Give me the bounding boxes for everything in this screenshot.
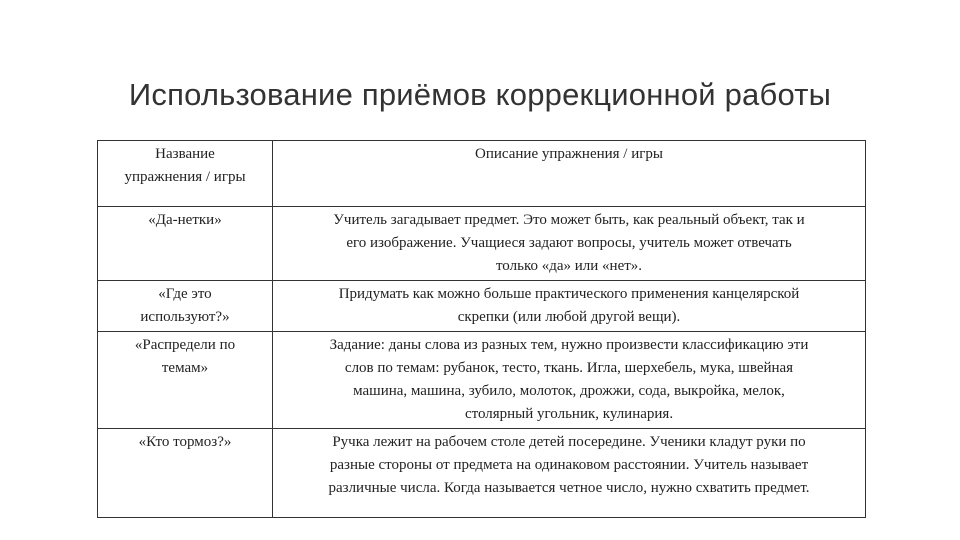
- text-line: только «да» или «нет».: [495, 258, 643, 274]
- exercises-table: [97, 140, 866, 518]
- exercise-name: [98, 332, 273, 429]
- header-line: Название: [155, 146, 215, 162]
- header-description: [273, 141, 866, 207]
- table-row: [98, 332, 866, 429]
- table-row: [98, 429, 866, 518]
- exercise-name: [98, 207, 273, 281]
- text-line: используют?»: [140, 309, 230, 325]
- text-line: скрепки (или любой другой вещи).: [457, 309, 681, 325]
- text-line: слов по темам: рубанок, тесто, ткань. Игла, шерхебель, мука, швейная: [344, 360, 794, 376]
- text-line: темам»: [161, 360, 209, 376]
- header-line: упражнения / игры: [124, 169, 246, 185]
- exercise-name: [98, 429, 273, 518]
- text-line: «Кто тормоз?»: [138, 434, 232, 450]
- exercise-description: [273, 207, 866, 281]
- header-line: Описание упражнения / игры: [475, 146, 663, 162]
- exercise-description: [273, 332, 866, 429]
- exercise-description: [273, 429, 866, 518]
- table-row: [98, 207, 866, 281]
- text-line: «Распредели по: [134, 337, 236, 353]
- text-line: Ручка лежит на рабочем столе детей посередине. Ученики кладут руки по: [332, 434, 806, 450]
- table-header-row: [98, 141, 866, 207]
- text-line: Учитель загадывает предмет. Это может быть, как реальный объект, так и: [333, 212, 805, 228]
- text-line: разные стороны от предмета на одинаковом расстоянии. Учитель называет: [329, 457, 809, 473]
- text-line: Задание: даны слова из разных тем, нужно произвести классификацию эти: [329, 337, 809, 353]
- header-name: [98, 141, 273, 207]
- text-line: «Где это: [158, 286, 212, 302]
- exercise-description: [273, 281, 866, 332]
- text-line: «Да-нетки»: [148, 212, 222, 228]
- slide-title: Использование приёмов коррекционной работы: [128, 76, 832, 112]
- text-line: различные числа. Когда называется четное число, нужно схватить предмет.: [328, 480, 810, 496]
- text-line: столярный угольник, кулинария.: [464, 406, 674, 422]
- text-line: Придумать как можно больше практического применения канцелярской: [338, 286, 800, 302]
- text-line: его изображение. Учащиеся задают вопросы, учитель может отвечать: [346, 235, 792, 251]
- text-line: машина, машина, зубило, молоток, дрожжи, сода, выкройка, мелок,: [353, 383, 785, 399]
- table-row: [98, 281, 866, 332]
- exercise-name: [98, 281, 273, 332]
